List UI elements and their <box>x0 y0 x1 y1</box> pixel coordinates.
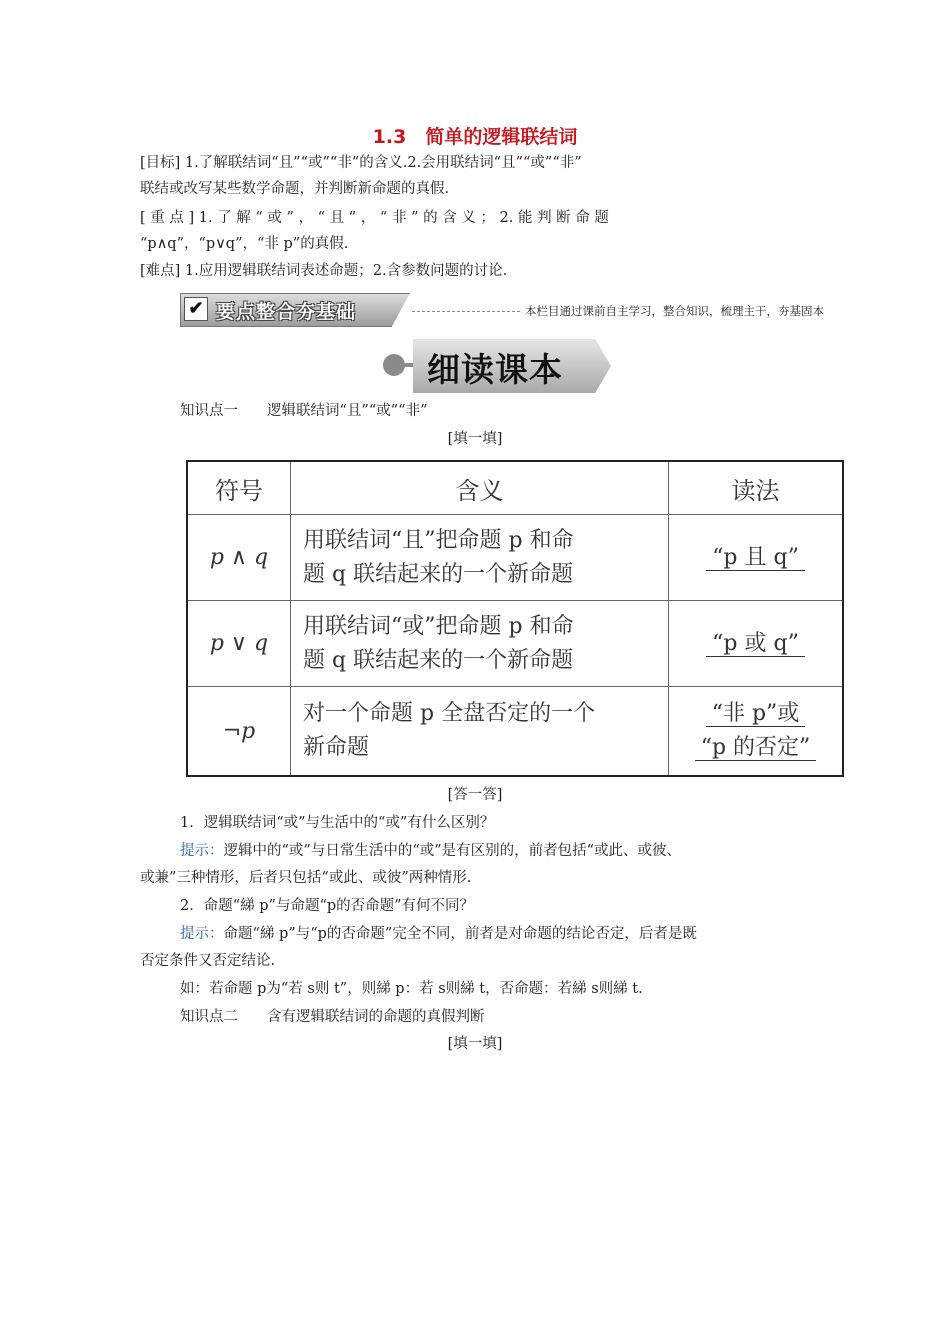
meaning-cell <box>291 515 669 601</box>
kp2-fill-label: [填一填] <box>447 1036 503 1052</box>
banner-note: 本栏目通过课前自主学习，整合知识，梳理主干，夯基固本 <box>525 304 824 318</box>
question-2: 2．命题“綈 p”与命题“p的否命题”有何不同？ <box>180 898 475 914</box>
banner-divider <box>412 311 520 312</box>
symbol-cell: ¬p <box>187 687 291 776</box>
reading-text: “p 的否定” <box>695 735 817 761</box>
symbol-cell: p ∨ q <box>187 601 291 687</box>
answer-text: 逻辑中的“或”与日常生活中的“或”是有区别的，前者包括“或此、或彼、 <box>223 843 682 859</box>
hint-label: 提示： <box>180 926 224 942</box>
subsection-banner <box>383 339 613 395</box>
reading-text: “p 且 q” <box>706 545 805 571</box>
banner-label: 要点整合夯基础 <box>216 301 357 323</box>
key-points-line-1: [ 重 点 ] 1. 了 解 “ 或 ” ， “ 且 ” ， “ 非 ” 的 含 义 ； 2. 能 判 断 命 题 <box>140 210 609 226</box>
objective-line-1: [目标] 1.了解联结词“且”“或”“非”的含义.2.会用联结词“且”“或”“非” <box>140 155 582 171</box>
answer-1-line-2: 或兼”三种情形，后者只包括“或此、或彼”两种情形. <box>140 870 472 886</box>
answer-text: 命题“綈 p”与“p的否命题”完全不同，前者是对命题的结论否定，后者是既 <box>223 926 697 942</box>
check-icon: ✔ <box>184 297 208 321</box>
difficulty-line: [难点] 1.应用逻辑联结词表述命题；2.含参数问题的讨论. <box>140 263 508 279</box>
table-row <box>187 515 843 601</box>
meaning-line: 题 q 联结起来的一个新命题 <box>303 561 574 587</box>
section-banner <box>180 293 850 327</box>
hint-label: 提示： <box>180 843 224 859</box>
qa-label: [答一答] <box>447 787 503 803</box>
table-row <box>187 601 843 687</box>
connective-table <box>186 460 844 777</box>
meaning-line: 新命题 <box>303 735 370 761</box>
page-title: 1.3 简单的逻辑联结词 <box>372 126 578 148</box>
reading-text: “p 或 q” <box>706 631 805 657</box>
reading-cell <box>669 687 844 776</box>
example-line: 如：若命题 p为“若 s则 t”，则綈 p：若 s则綈 t，否命题：若綈 s则綈 t. <box>180 981 643 997</box>
table-row <box>187 687 843 776</box>
kp1-heading: 知识点一 逻辑联结词“且”“或”“非” <box>180 403 428 419</box>
answer-2-line-1 <box>180 921 820 947</box>
kp2-heading: 知识点二 含有逻辑联结词的命题的真假判断 <box>180 1009 485 1025</box>
meaning-cell <box>291 687 669 776</box>
meaning-line: 用联结词“或”把命题 p 和命 <box>303 613 574 639</box>
answer-1-line-1 <box>180 838 820 864</box>
meaning-line: 题 q 联结起来的一个新命题 <box>303 647 574 673</box>
meaning-cell <box>291 601 669 687</box>
meaning-line: 对一个命题 p 全盘否定的一个 <box>303 701 596 727</box>
symbol-cell: p ∧ q <box>187 515 291 601</box>
meaning-line: 用联结词“且”把命题 p 和命 <box>303 527 574 553</box>
kp1-fill-label: [填一填] <box>447 431 503 447</box>
reading-cell <box>669 515 844 601</box>
header-meaning: 含义 <box>291 461 669 515</box>
reading-cell <box>669 601 844 687</box>
answer-2-line-2: 否定条件又否定结论. <box>140 953 276 969</box>
table-header-row <box>187 461 843 515</box>
header-reading: 读法 <box>669 461 844 515</box>
key-points-line-2: “p∧q”，“p∨q”，“非 p”的真假. <box>140 236 349 252</box>
subsection-label: 细读课本 <box>427 350 563 389</box>
objective-line-2: 联结或改写某些数学命题，并判断新命题的真假. <box>140 181 450 197</box>
question-1: 1．逻辑联结词“或”与生活中的“或”有什么区别？ <box>180 815 495 831</box>
header-symbol: 符号 <box>187 461 291 515</box>
reading-text: “非 p”或 <box>706 701 806 727</box>
